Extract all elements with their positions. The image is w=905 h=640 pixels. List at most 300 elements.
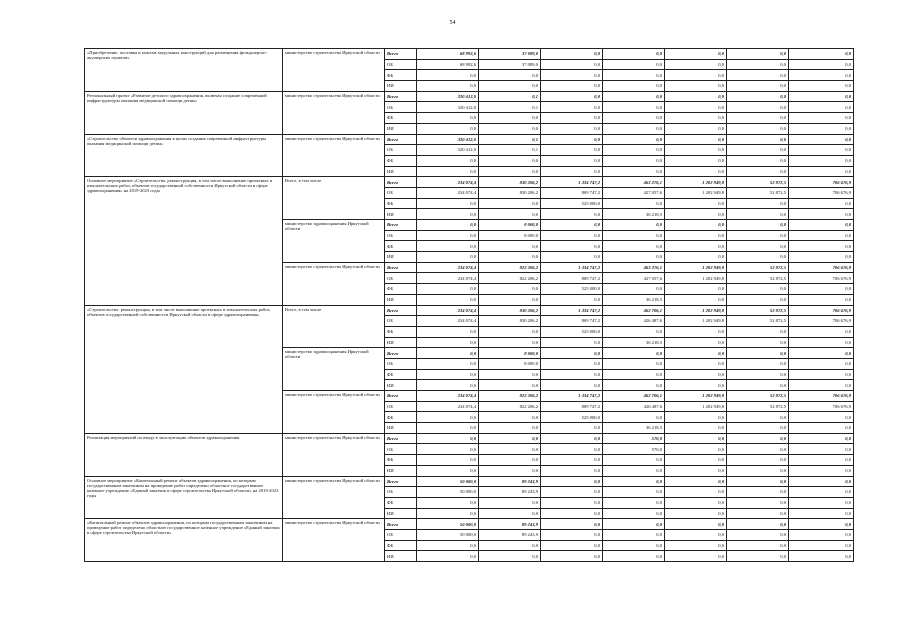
amount-cell: 0,0 [665,49,727,60]
amount-cell: 0,0 [479,380,541,391]
amount-cell: 0,0 [727,326,789,337]
amount-cell: 0,0 [727,145,789,156]
amount-cell: 52 872,5 [727,391,789,402]
amount-cell: 570,0 [603,444,665,455]
amount-cell: 68 992,6 [417,49,479,60]
amount-cell: 0,0 [603,465,665,476]
funding-source-cell: Всего [385,476,417,487]
executor-cell: министерство здравоохранения Иркутской области [283,220,385,263]
amount-cell: 52 872,5 [727,305,789,316]
amount-cell: 0,0 [727,529,789,540]
amount-cell: 0,0 [603,70,665,81]
amount-cell: 0,0 [789,230,854,241]
amount-cell: 0,0 [789,59,854,70]
amount-cell: 0,0 [417,252,479,263]
amount-cell: 0,0 [417,423,479,434]
amount-cell: 0,0 [417,497,479,508]
amount-cell: 1 202 949,8 [665,401,727,412]
amount-cell: 0,0 [665,348,727,359]
amount-cell: 234 074,4 [417,305,479,316]
amount-cell: 0,0 [789,113,854,124]
amount-cell: 0,0 [479,70,541,81]
funding-source-cell: ОБ [385,273,417,284]
amount-cell: 706 676,9 [789,187,854,198]
amount-cell: 0,0 [727,337,789,348]
amount-cell: 0,0 [665,70,727,81]
amount-cell: 0,0 [789,70,854,81]
funding-source-cell: Всего [385,305,417,316]
amount-cell: 234 074,4 [417,316,479,327]
amount-cell: 0,0 [665,508,727,519]
funding-source-cell: Всего [385,134,417,145]
amount-cell: 0,0 [665,123,727,134]
amount-cell: 0,0 [541,134,603,145]
funding-source-cell: ИИ [385,166,417,177]
activity-name-cell: «Капитальный ремонт объектов здравоохранения, по которым государственным заказчиком на проведение работ определено областное государственное казенное учреждение «Единый заказчик в сфере строительства Иркутской области» [85,519,283,562]
amount-cell: 0,0 [479,284,541,295]
amount-cell: 0,0 [665,252,727,263]
amount-cell: 706 676,9 [789,273,854,284]
amount-cell: 0,0 [789,529,854,540]
amount-cell: 463 276,1 [603,262,665,273]
amount-cell: 37 089,0 [479,49,541,60]
amount-cell: 706 676,9 [789,401,854,412]
funding-source-cell: ИИ [385,252,417,263]
amount-cell: 0,0 [541,166,603,177]
amount-cell: 50 000,0 [417,487,479,498]
amount-cell: 1 334 747,2 [541,262,603,273]
amount-cell: 0,0 [789,91,854,102]
amount-cell: 0,0 [417,155,479,166]
amount-cell: 0,0 [727,123,789,134]
funding-source-cell: ОБ [385,529,417,540]
amount-cell: 0,0 [789,497,854,508]
amount-cell: 0,0 [541,540,603,551]
amount-cell: 1 202 949,8 [665,305,727,316]
amount-cell: 0,0 [541,455,603,466]
amount-cell: 822 206,2 [479,391,541,402]
amount-cell: 1 202 949,8 [665,273,727,284]
amount-cell: 0,1 [479,145,541,156]
executor-cell: министерство строительства Иркутской области [283,91,385,134]
amount-cell: 0,0 [417,220,479,231]
amount-cell: 0,0 [603,59,665,70]
funding-source-cell: ФБ [385,540,417,551]
amount-cell: 0,0 [727,70,789,81]
amount-cell: 0,0 [603,155,665,166]
amount-cell: 0,0 [665,145,727,156]
amount-cell: 0,0 [541,358,603,369]
amount-cell: 0,0 [541,519,603,530]
executor-cell: министерство строительства Иркутской области [283,262,385,305]
amount-cell: 0,0 [603,81,665,92]
amount-cell: 0,0 [417,230,479,241]
amount-cell: 0,0 [541,252,603,263]
amount-cell: 0,0 [727,91,789,102]
amount-cell: 0,0 [665,519,727,530]
amount-cell: 0,0 [727,241,789,252]
amount-cell: 0,0 [603,220,665,231]
amount-cell: 50 000,0 [417,529,479,540]
amount-cell: 0,0 [727,487,789,498]
amount-cell: 0,0 [479,455,541,466]
amount-cell: 830 206,2 [479,316,541,327]
activity-name-cell: Основное мероприятие «Капитальный ремонт объектов здравоохранения, по которым государственным заказчиком на проведение работ определено областное государственное казенное учреждение «Единый заказчик в сфере строительства Иркутской области» на 2019-2023 годы [85,476,283,519]
amount-cell: 0,0 [665,358,727,369]
activity-name-cell: «Строительство, реконструкция, в том числе выполнение проектных и изыскательских работ, объектов государственной собственности Иркутской области в сфере здравоохранения» [85,305,283,433]
amount-cell: 0,0 [479,433,541,444]
amount-cell: 463 276,1 [603,177,665,188]
amount-cell: 462 706,1 [603,391,665,402]
amount-cell: 0,0 [417,123,479,134]
funding-source-cell: ОБ [385,59,417,70]
amount-cell: 0,0 [789,123,854,134]
amount-cell: 0,0 [541,113,603,124]
funding-source-cell: ОБ [385,145,417,156]
amount-cell: 0,0 [665,284,727,295]
amount-cell: 0,0 [417,70,479,81]
amount-cell: 0,0 [789,81,854,92]
amount-cell: 570,0 [603,433,665,444]
amount-cell: 0,0 [665,369,727,380]
amount-cell: 830 206,2 [479,305,541,316]
amount-cell: 0,0 [417,81,479,92]
amount-cell: 0,0 [479,551,541,562]
amount-cell: 0,0 [665,220,727,231]
amount-cell: 0,0 [417,551,479,562]
amount-cell: 0,0 [665,102,727,113]
amount-cell: 0,0 [541,423,603,434]
amount-cell: 1 202 949,8 [665,316,727,327]
amount-cell: 1 334 747,2 [541,177,603,188]
amount-cell: 0,0 [541,529,603,540]
amount-cell: 525 000,0 [541,198,603,209]
amount-cell: 0,1 [479,134,541,145]
amount-cell: 0,0 [541,497,603,508]
amount-cell: 0,0 [665,241,727,252]
funding-source-cell: ИИ [385,123,417,134]
amount-cell: 0,0 [665,337,727,348]
amount-cell: 0,0 [541,220,603,231]
amount-cell: 0,0 [479,113,541,124]
amount-cell: 234 074,4 [417,391,479,402]
amount-cell: 0,0 [727,198,789,209]
amount-cell: 706 676,9 [789,177,854,188]
amount-cell: 0,0 [665,497,727,508]
executor-cell: министерство строительства Иркутской области [283,134,385,177]
amount-cell: 0,0 [479,337,541,348]
amount-cell: 0,0 [541,465,603,476]
amount-cell: 0,1 [479,102,541,113]
amount-cell: 0,0 [789,166,854,177]
amount-cell: 0,0 [603,230,665,241]
amount-cell: 0,0 [727,252,789,263]
amount-cell: 427 057,6 [603,187,665,198]
amount-cell: 0,0 [665,476,727,487]
amount-cell: 0,0 [603,529,665,540]
amount-cell: 0,0 [479,252,541,263]
amount-cell: 0,0 [541,337,603,348]
amount-cell: 0,0 [789,444,854,455]
amount-cell: 0,0 [665,230,727,241]
activity-name-cell: Региональный проект «Развитие детского здравоохранения, включая создание современной инфраструктуры оказания медицинской помощи детям» [85,91,283,134]
amount-cell: 0,0 [479,423,541,434]
amount-cell: 0,0 [417,412,479,423]
amount-cell: 1 202 949,8 [665,177,727,188]
amount-cell: 36 218,5 [603,423,665,434]
activity-name-cell: «Приобретение, поставка и монтаж модульных конструкций для размещения фельдшерско-акушерских пунктов» [85,49,283,92]
amount-cell: 0,0 [417,241,479,252]
amount-cell: 36 218,5 [603,337,665,348]
amount-cell: 0,0 [789,476,854,487]
amount-cell: 426 487,6 [603,401,665,412]
amount-cell: 0,0 [479,444,541,455]
amount-cell: 0,0 [541,70,603,81]
amount-cell: 0,0 [603,241,665,252]
executor-cell: министерство здравоохранения Иркутской области [283,348,385,391]
amount-cell: 0,0 [789,155,854,166]
executor-cell: министерство строительства Иркутской области [283,519,385,562]
amount-cell: 0,0 [789,145,854,156]
amount-cell: 320 412,0 [417,134,479,145]
executor-cell: министерство строительства Иркутской области [283,433,385,476]
amount-cell: 0,0 [789,220,854,231]
amount-cell: 0,0 [727,209,789,220]
amount-cell: 809 747,2 [541,401,603,412]
amount-cell: 0,0 [727,465,789,476]
amount-cell: 0,0 [417,444,479,455]
amount-cell: 0,0 [789,423,854,434]
amount-cell: 0,0 [603,91,665,102]
amount-cell: 0,0 [603,497,665,508]
amount-cell: 68 992,6 [417,59,479,70]
funding-source-cell: ОБ [385,401,417,412]
amount-cell: 0,0 [417,540,479,551]
amount-cell: 8 000,0 [479,348,541,359]
amount-cell: 0,0 [417,348,479,359]
amount-cell: 0,0 [603,145,665,156]
amount-cell: 89 243,9 [479,487,541,498]
amount-cell: 0,0 [541,155,603,166]
amount-cell: 0,0 [541,241,603,252]
amount-cell: 0,0 [417,465,479,476]
amount-cell: 0,0 [603,134,665,145]
amount-cell: 0,0 [727,380,789,391]
amount-cell: 0,0 [417,433,479,444]
amount-cell: 0,0 [603,198,665,209]
amount-cell: 0,0 [789,487,854,498]
amount-cell: 0,0 [789,198,854,209]
amount-cell: 809 747,2 [541,187,603,198]
amount-cell: 830 206,2 [479,177,541,188]
amount-cell: 0,0 [665,59,727,70]
amount-cell: 0,0 [417,380,479,391]
amount-cell: 462 706,1 [603,305,665,316]
amount-cell: 52 872,5 [727,177,789,188]
amount-cell: 0,0 [603,476,665,487]
amount-cell: 0,0 [727,348,789,359]
amount-cell: 0,0 [789,284,854,295]
amount-cell: 0,0 [727,508,789,519]
amount-cell: 8 000,0 [479,220,541,231]
funding-source-cell: ФБ [385,70,417,81]
amount-cell: 1 202 949,8 [665,187,727,198]
funding-source-cell: ОБ [385,444,417,455]
amount-cell: 0,0 [417,209,479,220]
amount-cell: 0,0 [789,465,854,476]
amount-cell: 320 412,0 [417,91,479,102]
funding-source-cell: Всего [385,91,417,102]
amount-cell: 0,0 [665,113,727,124]
amount-cell: 0,0 [727,113,789,124]
amount-cell: 0,0 [603,455,665,466]
funding-source-cell: ФБ [385,497,417,508]
amount-cell: 0,0 [727,155,789,166]
amount-cell: 706 676,9 [789,316,854,327]
amount-cell: 809 747,2 [541,273,603,284]
amount-cell: 234 074,4 [417,187,479,198]
amount-cell: 0,0 [603,123,665,134]
amount-cell: 0,0 [479,81,541,92]
amount-cell: 52 872,5 [727,316,789,327]
amount-cell: 0,0 [665,465,727,476]
amount-cell: 0,0 [603,49,665,60]
amount-cell: 0,0 [541,551,603,562]
amount-cell: 0,0 [727,423,789,434]
amount-cell: 0,0 [727,433,789,444]
amount-cell: 0,0 [541,91,603,102]
amount-cell: 0,0 [727,59,789,70]
amount-cell: 52 872,5 [727,401,789,412]
amount-cell: 0,0 [541,369,603,380]
amount-cell: 0,0 [789,326,854,337]
amount-cell: 8 000,0 [479,230,541,241]
activity-name-cell: Реализация мероприятий по вводу в эксплуатацию объектов здравоохранения [85,433,283,476]
amount-cell: 0,0 [479,209,541,220]
amount-cell: 0,0 [727,102,789,113]
amount-cell: 0,0 [727,444,789,455]
funding-source-cell: Всего [385,262,417,273]
table-row [85,305,854,316]
amount-cell: 0,0 [727,476,789,487]
funding-source-cell: Всего [385,348,417,359]
amount-cell: 0,0 [417,508,479,519]
table-row [85,519,854,530]
amount-cell: 0,0 [665,155,727,166]
amount-cell: 0,0 [665,91,727,102]
funding-source-cell: ОБ [385,316,417,327]
amount-cell: 320 412,0 [417,145,479,156]
amount-cell: 0,0 [789,241,854,252]
amount-cell: 830 206,2 [479,187,541,198]
funding-source-cell: ИИ [385,209,417,220]
amount-cell: 426 487,6 [603,316,665,327]
executor-cell: министерство строительства Иркутской области [283,476,385,519]
amount-cell: 89 243,9 [479,476,541,487]
amount-cell: 0,0 [727,519,789,530]
funding-source-cell: ИИ [385,294,417,305]
amount-cell: 0,0 [665,134,727,145]
amount-cell: 0,0 [417,369,479,380]
amount-cell: 822 206,2 [479,401,541,412]
amount-cell: 0,0 [727,230,789,241]
funding-source-cell: ФБ [385,113,417,124]
amount-cell: 0,0 [665,294,727,305]
amount-cell: 0,0 [727,551,789,562]
amount-cell: 0,0 [603,369,665,380]
amount-cell: 0,0 [727,49,789,60]
amount-cell: 0,0 [479,540,541,551]
table-row [85,476,854,487]
amount-cell: 822 206,2 [479,273,541,284]
amount-cell: 0,0 [417,326,479,337]
amount-cell: 37 089,0 [479,59,541,70]
amount-cell: 0,0 [665,326,727,337]
funding-source-cell: Всего [385,519,417,530]
amount-cell: 0,0 [727,540,789,551]
amount-cell: 0,0 [665,412,727,423]
amount-cell: 0,0 [479,369,541,380]
funding-source-cell: ФБ [385,412,417,423]
table-row [85,177,854,188]
amount-cell: 0,0 [603,412,665,423]
funding-source-cell: ФБ [385,198,417,209]
amount-cell: 0,0 [603,252,665,263]
amount-cell: 0,0 [603,102,665,113]
amount-cell: 0,0 [541,102,603,113]
amount-cell: 0,0 [789,134,854,145]
amount-cell: 0,0 [603,551,665,562]
amount-cell: 0,0 [727,284,789,295]
funding-source-cell: ИИ [385,465,417,476]
amount-cell: 52 872,5 [727,262,789,273]
table-row [85,134,854,145]
amount-cell: 0,0 [665,209,727,220]
amount-cell: 52 872,5 [727,187,789,198]
amount-cell: 525 000,0 [541,326,603,337]
amount-cell: 0,0 [789,294,854,305]
amount-cell: 50 000,0 [417,519,479,530]
amount-cell: 0,0 [479,497,541,508]
funding-source-cell: ИИ [385,337,417,348]
amount-cell: 0,0 [541,81,603,92]
funding-source-cell: ФБ [385,455,417,466]
amount-cell: 36 218,5 [603,294,665,305]
amount-cell: 0,0 [603,326,665,337]
funding-source-cell: ФБ [385,284,417,295]
funding-source-cell: Всего [385,391,417,402]
amount-cell: 0,0 [727,369,789,380]
funding-source-cell: Всего [385,220,417,231]
amount-cell: 0,0 [727,81,789,92]
amount-cell: 0,0 [479,123,541,134]
amount-cell: 0,0 [789,369,854,380]
amount-cell: 0,0 [789,540,854,551]
funding-source-cell: ИИ [385,81,417,92]
amount-cell: 0,0 [665,166,727,177]
amount-cell: 0,0 [665,487,727,498]
amount-cell: 234 074,4 [417,401,479,412]
amount-cell: 0,0 [789,412,854,423]
amount-cell: 0,0 [603,540,665,551]
funding-source-cell: ФБ [385,369,417,380]
amount-cell: 0,0 [789,433,854,444]
amount-cell: 0,0 [789,358,854,369]
amount-cell: 0,0 [417,455,479,466]
amount-cell: 0,0 [665,444,727,455]
amount-cell: 0,0 [479,155,541,166]
amount-cell: 0,0 [479,198,541,209]
